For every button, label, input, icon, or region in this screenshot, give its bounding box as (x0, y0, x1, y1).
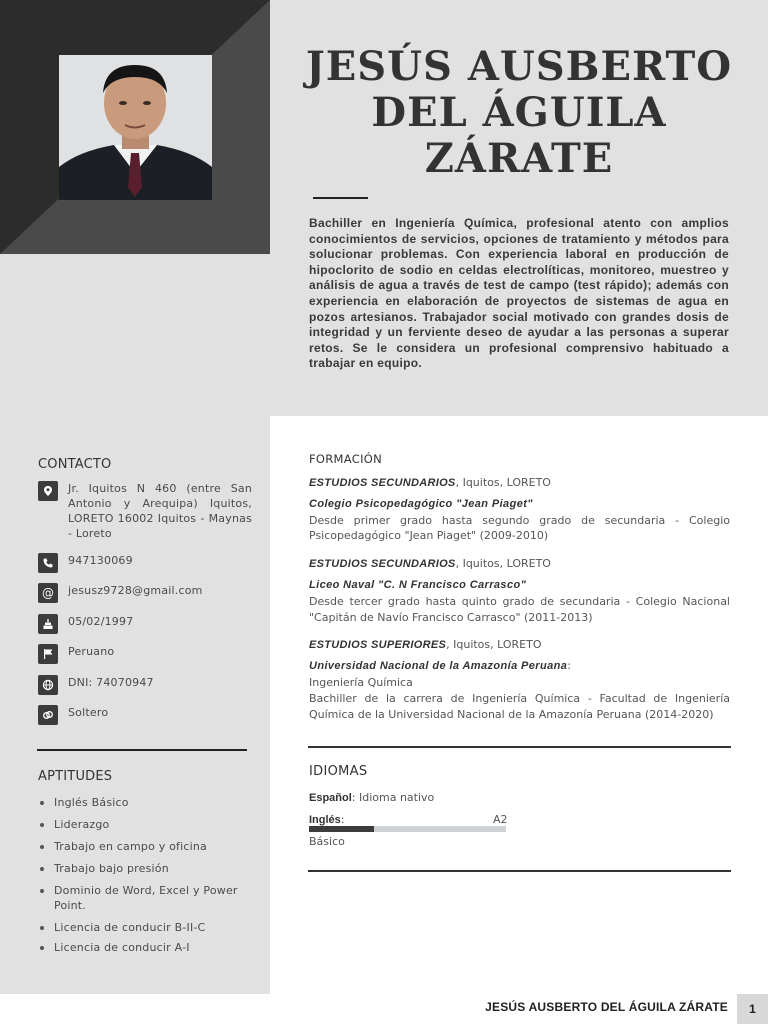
list-item: Licencia de conducir A-I (38, 940, 253, 955)
language-level-fill (309, 826, 374, 832)
marital-status-text: Soltero (68, 706, 109, 719)
list-item: Liderazgo (38, 817, 253, 832)
sidebar-divider (37, 749, 247, 751)
name-divider (313, 197, 368, 199)
language-name: Español (309, 792, 352, 804)
aptitudes-list (38, 795, 253, 962)
aptitudes-heading: APTITUDES (38, 769, 113, 784)
language-level-text: Básico (309, 835, 345, 848)
education-heading: FORMACIÓN (309, 452, 383, 466)
rings-icon (38, 705, 58, 725)
language-english (309, 813, 345, 826)
list-item: Trabajo bajo presión (38, 861, 253, 876)
list-item: Inglés Básico (38, 795, 253, 810)
school-name: Liceo Naval "C. N Francisco Carrasco" (309, 578, 527, 591)
name-line-2: DEL ÁGUILA (371, 89, 667, 136)
education-description: Desde primer grado hasta segundo grado de secundaria - Colegio Psicopedagógico "Jean Piaget" (2009-2010) (309, 513, 730, 543)
education-level: ESTUDIOS SECUNDARIOS (309, 477, 456, 489)
profile-summary: Bachiller en Ingeniería Química, profesional atento con amplios conocimientos de servicios, opciones de tratamiento y métodos para solucionar problemas. Con experiencia laboral en producción de hipoclorito de sodio en celdas electrolíticas, monitoreo, muestreo y análisis de agua a través de test de campo (test rápido); además con experiencia en elaboración de proyectos de sistemas de agua en pozos artesianos. Trabajador social motivado con grandes dosis de integridad y un ferviente deseo de ayudar a las personas a superar retos. Se le considera un profesional comprensivo habituado a trabajar en equipo. (309, 216, 729, 371)
contact-marital-status (38, 705, 108, 725)
contact-birthdate (38, 614, 133, 634)
school-name: Universidad Nacional de la Amazonía Peruana (309, 660, 568, 673)
section-divider (308, 746, 731, 748)
nationality-text: Peruano (68, 645, 115, 658)
education-place: , Iquitos, LORETO (446, 638, 542, 652)
education-description: Desde tercer grado hasta quinto grado de secundaria - Colegio Nacional "Capitán de Navío Francisco Carrasco" (2011-2013) (309, 594, 730, 624)
contact-dni (38, 675, 154, 695)
language-separator: : (340, 813, 345, 826)
location-pin-icon (38, 481, 58, 501)
dni-text: DNI: 74070947 (68, 676, 154, 689)
education-entry (309, 475, 730, 544)
contact-phone (38, 553, 133, 573)
contact-heading: CONTACTO (38, 457, 112, 472)
language-level: : Idioma nativo (351, 791, 435, 804)
email-text: jesusz9728@gmail.com (68, 584, 203, 597)
language-level-bar (309, 826, 506, 832)
phone-text: 947130069 (68, 554, 133, 567)
list-item: Licencia de conducir B-II-C (38, 920, 253, 935)
list-item: Dominio de Word, Excel y Power Point. (38, 883, 253, 913)
education-entry (309, 556, 730, 625)
language-level-code: A2 (493, 813, 508, 826)
address-text: Jr. Iquitos N 460 (entre San Antonio y Arequipa) Iquitos, LORETO 16002 Iquitos - Maynas - Loreto (68, 482, 252, 540)
education-level: ESTUDIOS SUPERIORES (309, 639, 447, 652)
education-place: , Iquitos, LORETO (455, 476, 551, 489)
education-level: ESTUDIOS SECUNDARIOS (309, 558, 456, 571)
profile-photo (59, 55, 212, 200)
page-title (300, 44, 738, 182)
language-spanish (309, 791, 434, 804)
birthdate-text: 05/02/1997 (68, 615, 134, 628)
school-suffix: : (567, 659, 571, 673)
education-place: , Iquitos, LORETO (455, 557, 551, 571)
education-entry (309, 637, 730, 722)
language-name: Inglés (309, 814, 341, 826)
education-description: Bachiller de la carrera de Ingeniería Química - Facultad de Ingeniería Química de la Universidad Nacional de la Amazonía Peruana (2014-2020) (309, 691, 730, 721)
contact-email (38, 583, 203, 603)
name-line-3: ZÁRATE (424, 135, 614, 182)
name-line-1: JESÚS AUSBERTO (305, 43, 733, 90)
list-item: Trabajo en campo y oficina (38, 839, 253, 854)
education-section (309, 452, 730, 722)
phone-icon (38, 553, 58, 573)
id-card-icon (38, 675, 58, 695)
footer-name: JESÚS AUSBERTO DEL ÁGUILA ZÁRATE (485, 1000, 728, 1014)
education-detail: Ingeniería Química (309, 675, 413, 689)
contact-address (38, 481, 252, 541)
header-band (0, 0, 768, 416)
photo-frame (0, 0, 270, 254)
contact-nationality (38, 644, 114, 664)
flag-icon (38, 644, 58, 664)
languages-heading: IDIOMAS (309, 764, 368, 779)
page-number: 1 (737, 994, 768, 1024)
school-name: Colegio Psicopedagógico "Jean Piaget" (309, 497, 533, 510)
email-icon: @ (38, 583, 58, 603)
section-divider (308, 870, 731, 872)
birthday-cake-icon (38, 614, 58, 634)
sidebar (0, 416, 270, 994)
